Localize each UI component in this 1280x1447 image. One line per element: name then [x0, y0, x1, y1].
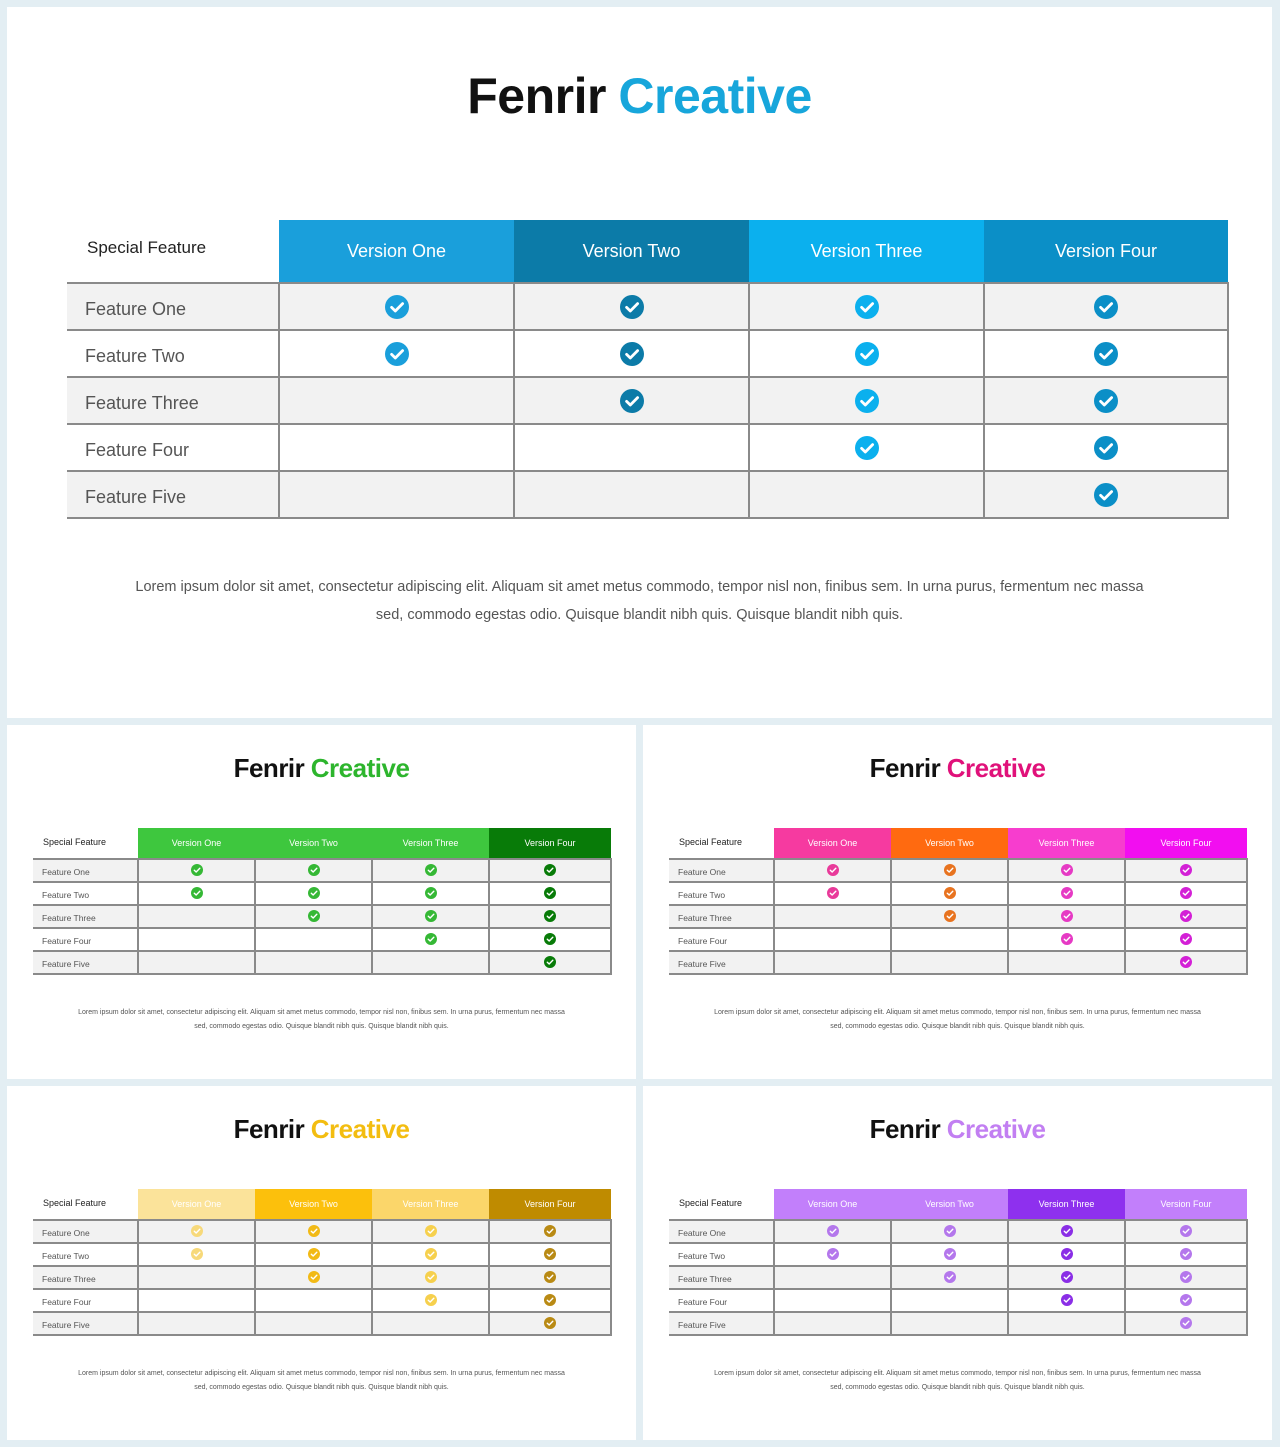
check-icon — [855, 342, 879, 366]
feature-row — [669, 859, 1247, 882]
version-header-version-two: Version Two — [514, 220, 749, 283]
feature-label: Feature One — [67, 283, 279, 330]
feature-cell — [255, 928, 372, 951]
feature-cell — [891, 905, 1008, 928]
slide-4 — [7, 1086, 636, 1440]
feature-cell — [984, 471, 1228, 518]
feature-label: Feature Five — [669, 951, 774, 974]
feature-label: Feature Two — [669, 882, 774, 905]
version-header-version-three: Version Three — [749, 220, 984, 283]
feature-cell — [279, 330, 514, 377]
check-icon — [944, 887, 956, 899]
feature-cell — [1008, 1266, 1125, 1289]
check-icon — [1180, 1317, 1192, 1329]
feature-row — [67, 424, 1228, 471]
body-paragraph — [87, 573, 1192, 629]
feature-cell — [774, 1243, 891, 1266]
check-icon — [855, 295, 879, 319]
feature-cell — [255, 905, 372, 928]
version-header-version-one: Version One — [774, 828, 891, 859]
feature-cell — [372, 1243, 489, 1266]
feature-cell — [138, 1220, 255, 1243]
feature-label: Feature Two — [669, 1243, 774, 1266]
check-icon — [544, 1225, 556, 1237]
body-line-1: Lorem ipsum dolor sit amet, consectetur adipiscing elit. Aliquam sit amet metus commodo, tempor nisl non, finibus sem. In urna purus, fermentum nec massa — [78, 1370, 565, 1377]
check-icon — [1180, 1248, 1192, 1260]
feature-cell — [1008, 882, 1125, 905]
feature-label: Feature Three — [33, 1266, 138, 1289]
feature-cell — [1008, 905, 1125, 928]
feature-cell — [138, 882, 255, 905]
feature-cell — [1125, 905, 1247, 928]
version-header-version-one: Version One — [279, 220, 514, 283]
check-icon — [944, 1271, 956, 1283]
feature-cell — [891, 928, 1008, 951]
feature-cell — [891, 859, 1008, 882]
check-icon — [1061, 1271, 1073, 1283]
version-header-version-three: Version Three — [372, 1189, 489, 1220]
check-icon — [827, 1225, 839, 1237]
feature-row — [669, 1312, 1247, 1335]
feature-cell — [1125, 859, 1247, 882]
comparison-table — [669, 1189, 1248, 1336]
body-line-2: sed, commodo egestas odio. Quisque blandit nibh quis. Quisque blandit nibh quis. — [830, 1384, 1085, 1391]
slide-title — [7, 67, 1272, 125]
check-icon — [191, 864, 203, 876]
feature-label: Feature Three — [669, 1266, 774, 1289]
feature-cell — [774, 1312, 891, 1335]
check-icon — [1061, 1248, 1073, 1260]
check-icon — [544, 887, 556, 899]
title-accent: Creative — [618, 68, 812, 124]
check-icon — [1061, 910, 1073, 922]
feature-cell — [514, 377, 749, 424]
feature-cell — [138, 905, 255, 928]
feature-cell — [749, 424, 984, 471]
check-icon — [425, 1271, 437, 1283]
feature-cell — [138, 951, 255, 974]
feature-cell — [984, 330, 1228, 377]
feature-label: Feature One — [669, 1220, 774, 1243]
feature-cell — [255, 951, 372, 974]
feature-row — [33, 1312, 611, 1335]
feature-label: Feature Two — [33, 882, 138, 905]
check-icon — [827, 1248, 839, 1260]
check-icon — [1180, 910, 1192, 922]
header-label: Special Feature — [33, 828, 138, 859]
feature-row — [669, 928, 1247, 951]
feature-label: Feature Five — [67, 471, 279, 518]
feature-row — [67, 283, 1228, 330]
feature-cell — [749, 377, 984, 424]
check-icon — [1180, 887, 1192, 899]
feature-cell — [255, 859, 372, 882]
feature-cell — [891, 951, 1008, 974]
slide-title — [643, 753, 1272, 784]
version-header-version-four: Version Four — [1125, 1189, 1247, 1220]
feature-cell — [138, 1289, 255, 1312]
feature-label: Feature One — [33, 1220, 138, 1243]
feature-cell — [514, 283, 749, 330]
header-row — [669, 1189, 1247, 1220]
feature-row — [33, 1289, 611, 1312]
title-main: Fenrir — [869, 1114, 941, 1144]
check-icon — [544, 1294, 556, 1306]
feature-cell — [489, 951, 611, 974]
slide-3 — [643, 725, 1272, 1079]
feature-cell — [489, 1289, 611, 1312]
feature-cell — [1008, 951, 1125, 974]
feature-cell — [489, 1312, 611, 1335]
feature-row — [669, 1243, 1247, 1266]
feature-row — [67, 377, 1228, 424]
feature-row — [33, 1266, 611, 1289]
body-line-2: sed, commodo egestas odio. Quisque blandit nibh quis. Quisque blandit nibh quis. — [375, 607, 904, 623]
feature-cell — [1008, 1243, 1125, 1266]
feature-cell — [891, 882, 1008, 905]
check-icon — [425, 1294, 437, 1306]
feature-cell — [984, 377, 1228, 424]
header-label: Special Feature — [669, 828, 774, 859]
body-paragraph — [683, 1367, 1232, 1395]
check-icon — [1094, 295, 1118, 319]
feature-cell — [489, 928, 611, 951]
feature-cell — [279, 283, 514, 330]
feature-row — [67, 330, 1228, 377]
feature-label: Feature Five — [33, 951, 138, 974]
check-icon — [855, 389, 879, 413]
feature-row — [669, 1220, 1247, 1243]
feature-cell — [774, 1266, 891, 1289]
check-icon — [1061, 887, 1073, 899]
check-icon — [308, 1248, 320, 1260]
feature-cell — [489, 1266, 611, 1289]
feature-cell — [749, 330, 984, 377]
slide-title — [7, 1114, 636, 1145]
feature-cell — [255, 1289, 372, 1312]
feature-row — [669, 1266, 1247, 1289]
feature-cell — [774, 1220, 891, 1243]
feature-label: Feature Five — [33, 1312, 138, 1335]
feature-row — [669, 1289, 1247, 1312]
feature-cell — [1008, 928, 1125, 951]
version-header-version-three: Version Three — [372, 828, 489, 859]
check-icon — [944, 1248, 956, 1260]
feature-cell — [372, 1289, 489, 1312]
slide-1 — [7, 7, 1272, 718]
check-icon — [1061, 933, 1073, 945]
feature-cell — [1125, 1220, 1247, 1243]
body-paragraph — [683, 1006, 1232, 1034]
feature-cell — [891, 1312, 1008, 1335]
check-icon — [425, 887, 437, 899]
version-header-version-three: Version Three — [1008, 828, 1125, 859]
feature-cell — [1125, 1289, 1247, 1312]
feature-cell — [1125, 928, 1247, 951]
slide-5 — [643, 1086, 1272, 1440]
title-accent: Creative — [310, 1114, 410, 1144]
header-label: Special Feature — [33, 1189, 138, 1220]
feature-label: Feature One — [669, 859, 774, 882]
feature-cell — [372, 1266, 489, 1289]
feature-cell — [984, 283, 1228, 330]
feature-row — [33, 859, 611, 882]
feature-row — [669, 882, 1247, 905]
header-label: Special Feature — [67, 220, 279, 283]
feature-cell — [279, 424, 514, 471]
version-header-version-two: Version Two — [255, 1189, 372, 1220]
feature-cell — [372, 1312, 489, 1335]
version-header-version-four: Version Four — [984, 220, 1228, 283]
feature-cell — [489, 882, 611, 905]
feature-row — [669, 905, 1247, 928]
version-header-version-one: Version One — [774, 1189, 891, 1220]
feature-row — [33, 1220, 611, 1243]
feature-cell — [255, 882, 372, 905]
check-icon — [1180, 956, 1192, 968]
body-line-1: Lorem ipsum dolor sit amet, consectetur adipiscing elit. Aliquam sit amet metus commodo, tempor nisl non, finibus sem. In urna purus, fermentum nec massa — [714, 1009, 1201, 1016]
feature-cell — [372, 859, 489, 882]
feature-cell — [891, 1266, 1008, 1289]
feature-cell — [138, 1266, 255, 1289]
check-icon — [425, 1248, 437, 1260]
comparison-table — [33, 1189, 612, 1336]
title-accent: Creative — [946, 1114, 1046, 1144]
header-row — [669, 828, 1247, 859]
feature-label: Feature Three — [67, 377, 279, 424]
check-icon — [308, 910, 320, 922]
title-main: Fenrir — [233, 753, 305, 783]
version-header-version-four: Version Four — [489, 828, 611, 859]
body-line-2: sed, commodo egestas odio. Quisque blandit nibh quis. Quisque blandit nibh quis. — [830, 1023, 1085, 1030]
feature-cell — [372, 951, 489, 974]
check-icon — [1180, 1294, 1192, 1306]
feature-cell — [514, 330, 749, 377]
feature-cell — [255, 1243, 372, 1266]
header-label: Special Feature — [669, 1189, 774, 1220]
check-icon — [1180, 864, 1192, 876]
feature-label: Feature Four — [67, 424, 279, 471]
check-icon — [620, 389, 644, 413]
check-icon — [385, 295, 409, 319]
feature-cell — [1008, 859, 1125, 882]
title-main: Fenrir — [467, 68, 606, 124]
feature-cell — [749, 471, 984, 518]
check-icon — [544, 1317, 556, 1329]
check-icon — [385, 342, 409, 366]
feature-cell — [1125, 882, 1247, 905]
comparison-table — [67, 220, 1229, 519]
check-icon — [544, 910, 556, 922]
feature-label: Feature Five — [669, 1312, 774, 1335]
feature-cell — [489, 859, 611, 882]
version-header-version-four: Version Four — [489, 1189, 611, 1220]
body-paragraph — [47, 1367, 596, 1395]
feature-label: Feature Four — [669, 1289, 774, 1312]
feature-cell — [255, 1266, 372, 1289]
check-icon — [827, 864, 839, 876]
check-icon — [191, 1225, 203, 1237]
feature-cell — [749, 283, 984, 330]
feature-cell — [372, 882, 489, 905]
check-icon — [425, 1225, 437, 1237]
check-icon — [620, 342, 644, 366]
check-icon — [425, 910, 437, 922]
feature-cell — [774, 882, 891, 905]
version-header-version-three: Version Three — [1008, 1189, 1125, 1220]
slide-title — [643, 1114, 1272, 1145]
feature-cell — [1125, 951, 1247, 974]
feature-cell — [255, 1220, 372, 1243]
check-icon — [1094, 483, 1118, 507]
feature-cell — [774, 905, 891, 928]
check-icon — [425, 864, 437, 876]
version-header-version-one: Version One — [138, 828, 255, 859]
comparison-table — [33, 828, 612, 975]
feature-row — [67, 471, 1228, 518]
check-icon — [544, 864, 556, 876]
title-accent: Creative — [310, 753, 410, 783]
version-header-version-four: Version Four — [1125, 828, 1247, 859]
slide-title — [7, 753, 636, 784]
feature-cell — [514, 424, 749, 471]
check-icon — [944, 864, 956, 876]
feature-cell — [372, 1220, 489, 1243]
feature-cell — [279, 471, 514, 518]
feature-cell — [1125, 1266, 1247, 1289]
feature-label: Feature Four — [669, 928, 774, 951]
header-row — [67, 220, 1228, 283]
feature-row — [33, 1243, 611, 1266]
body-line-1: Lorem ipsum dolor sit amet, consectetur adipiscing elit. Aliquam sit amet metus commodo, tempor nisl non, finibus sem. In urna purus, fermentum nec massa — [714, 1370, 1201, 1377]
header-row — [33, 828, 611, 859]
title-main: Fenrir — [233, 1114, 305, 1144]
feature-cell — [138, 928, 255, 951]
feature-cell — [138, 1243, 255, 1266]
check-icon — [944, 1225, 956, 1237]
body-line-2: sed, commodo egestas odio. Quisque blandit nibh quis. Quisque blandit nibh quis. — [194, 1023, 449, 1030]
title-main: Fenrir — [869, 753, 941, 783]
feature-cell — [514, 471, 749, 518]
feature-cell — [372, 928, 489, 951]
check-icon — [544, 933, 556, 945]
feature-cell — [138, 1312, 255, 1335]
feature-cell — [891, 1243, 1008, 1266]
feature-cell — [489, 1220, 611, 1243]
check-icon — [944, 910, 956, 922]
feature-label: Feature Two — [67, 330, 279, 377]
feature-cell — [774, 1289, 891, 1312]
check-icon — [1094, 342, 1118, 366]
feature-row — [33, 928, 611, 951]
check-icon — [191, 887, 203, 899]
check-icon — [1180, 1225, 1192, 1237]
feature-cell — [1008, 1312, 1125, 1335]
title-accent: Creative — [946, 753, 1046, 783]
check-icon — [544, 1248, 556, 1260]
feature-cell — [1008, 1289, 1125, 1312]
check-icon — [1180, 1271, 1192, 1283]
feature-label: Feature One — [33, 859, 138, 882]
feature-cell — [255, 1312, 372, 1335]
comparison-table — [669, 828, 1248, 975]
check-icon — [308, 1271, 320, 1283]
version-header-version-two: Version Two — [891, 1189, 1008, 1220]
feature-cell — [138, 859, 255, 882]
feature-label: Feature Four — [33, 1289, 138, 1312]
check-icon — [308, 864, 320, 876]
feature-cell — [489, 1243, 611, 1266]
body-line-1: Lorem ipsum dolor sit amet, consectetur adipiscing elit. Aliquam sit amet metus commodo, tempor nisl non, finibus sem. In urna purus, fermentum nec massa — [135, 579, 1144, 595]
feature-row — [33, 882, 611, 905]
feature-label: Feature Four — [33, 928, 138, 951]
check-icon — [1180, 933, 1192, 945]
check-icon — [191, 1248, 203, 1260]
check-icon — [1094, 389, 1118, 413]
header-row — [33, 1189, 611, 1220]
feature-cell — [279, 377, 514, 424]
check-icon — [620, 295, 644, 319]
check-icon — [308, 1225, 320, 1237]
feature-cell — [774, 928, 891, 951]
feature-cell — [1125, 1243, 1247, 1266]
feature-label: Feature Three — [669, 905, 774, 928]
feature-label: Feature Two — [33, 1243, 138, 1266]
check-icon — [827, 887, 839, 899]
check-icon — [1094, 436, 1118, 460]
feature-cell — [891, 1220, 1008, 1243]
feature-cell — [774, 951, 891, 974]
feature-label: Feature Three — [33, 905, 138, 928]
check-icon — [544, 1271, 556, 1283]
feature-row — [669, 951, 1247, 974]
check-icon — [544, 956, 556, 968]
check-icon — [1061, 1225, 1073, 1237]
check-icon — [425, 933, 437, 945]
version-header-version-two: Version Two — [891, 828, 1008, 859]
feature-cell — [372, 905, 489, 928]
check-icon — [855, 436, 879, 460]
feature-cell — [489, 905, 611, 928]
check-icon — [1061, 1294, 1073, 1306]
check-icon — [308, 887, 320, 899]
feature-row — [33, 951, 611, 974]
body-line-2: sed, commodo egestas odio. Quisque blandit nibh quis. Quisque blandit nibh quis. — [194, 1384, 449, 1391]
body-line-1: Lorem ipsum dolor sit amet, consectetur adipiscing elit. Aliquam sit amet metus commodo, tempor nisl non, finibus sem. In urna purus, fermentum nec massa — [78, 1009, 565, 1016]
check-icon — [1061, 864, 1073, 876]
slide-2 — [7, 725, 636, 1079]
body-paragraph — [47, 1006, 596, 1034]
feature-cell — [1008, 1220, 1125, 1243]
feature-cell — [1125, 1312, 1247, 1335]
version-header-version-one: Version One — [138, 1189, 255, 1220]
feature-row — [33, 905, 611, 928]
feature-cell — [774, 859, 891, 882]
feature-cell — [891, 1289, 1008, 1312]
version-header-version-two: Version Two — [255, 828, 372, 859]
feature-cell — [984, 424, 1228, 471]
